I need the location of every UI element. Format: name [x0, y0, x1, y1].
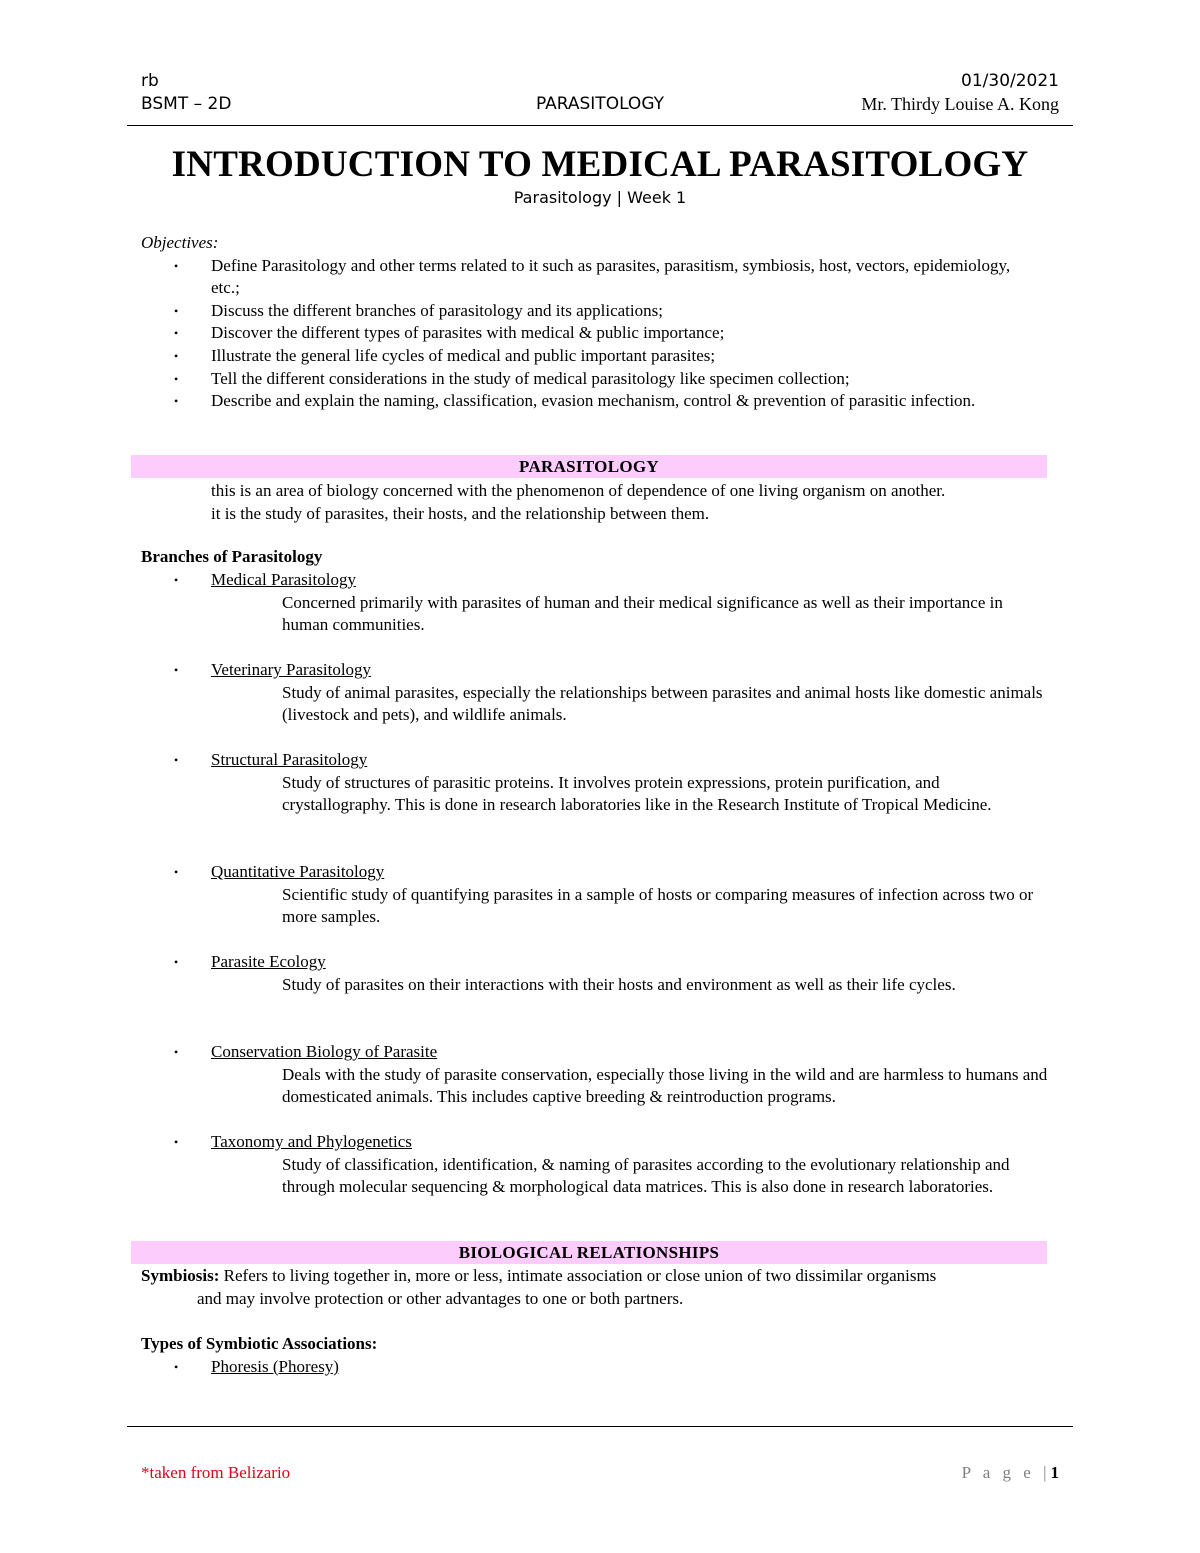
footer-source: *taken from Belizario: [141, 1463, 291, 1482]
header-subject: PARASITOLOGY: [535, 94, 665, 114]
branch-desc: Study of animal parasites, especially the relationships between parasites and animal hosts like domestic animals (livestock and pets), and wildlife animals.: [282, 682, 1043, 725]
bullet-icon: •: [174, 1045, 179, 1059]
bullet-icon: •: [174, 663, 179, 677]
branch-structural: [141, 749, 1071, 817]
branch-desc: Scientific study of quantifying parasites in a sample of hosts or comparing measures of infection across two or more samples.: [282, 884, 1034, 927]
branch-name: Quantitative Parasitology: [211, 862, 385, 881]
section-heading-biological-relationships: BIOLOGICAL RELATIONSHIPS: [131, 1241, 1047, 1264]
page-number: P a g e |1: [961, 1463, 1059, 1482]
bullet-icon: •: [174, 348, 179, 363]
bullet-icon: •: [174, 573, 179, 587]
branch-name: Structural Parasitology: [211, 750, 368, 769]
bullet-icon: •: [174, 258, 179, 273]
branch-name: Taxonomy and Phylogenetics: [211, 1132, 412, 1151]
header-section: BSMT – 2D: [141, 94, 232, 114]
symbiosis-definition: [141, 1265, 1071, 1310]
types-heading: Types of Symbiotic Associations:: [141, 1334, 378, 1353]
bullet-icon: •: [174, 394, 179, 409]
objective-item: • Define Parasitology and other terms related to it such as parasites, parasitism, symbiosis, host, vectors, epidemiology, etc.;: [174, 255, 1011, 298]
branch-quantitative: [141, 861, 1071, 929]
bullet-icon: •: [174, 371, 179, 386]
header-instructor: Mr. Thirdy Louise A. Kong: [861, 94, 1059, 114]
branch-desc: Concerned primarily with parasites of human and their medical significance as well as their importance in human communities.: [282, 592, 1003, 635]
footer-divider: [127, 1426, 1073, 1427]
symbiosis-text-continued: and may involve protection or other advantages to one or both partners.: [197, 1288, 684, 1308]
objectives-label: Objectives:: [141, 233, 219, 252]
objective-item: • Describe and explain the naming, classification, evasion mechanism, control & prevention of parasitic infection.: [141, 390, 1041, 413]
objective-item: • Discuss the different branches of parasitology and its applications;: [141, 300, 1041, 323]
branch-ecology: [141, 951, 1071, 996]
bullet-icon: •: [174, 1360, 179, 1374]
page-title: INTRODUCTION TO MEDICAL PARASITOLOGY: [171, 144, 1029, 185]
branch-taxonomy: [141, 1131, 1071, 1199]
branch-medical: [141, 569, 1071, 637]
bullet-icon: •: [174, 753, 179, 767]
objectives: [141, 232, 1041, 413]
header-initials: rb: [141, 71, 159, 91]
branches-heading: Branches of Parasitology: [141, 547, 323, 566]
parasitology-text-2: it is the study of parasites, their hosts, and the relationship between them.: [211, 503, 710, 523]
branch-desc: Deals with the study of parasite conservation, especially those living in the wild and are harmless to humans and domesticated animals. This includes captive breeding & reintroduction programs.: [282, 1064, 1048, 1107]
objective-item: • Illustrate the general life cycles of medical and public important parasites;: [141, 345, 1041, 368]
branch-conservation: [141, 1041, 1071, 1109]
branch-name: Veterinary Parasitology: [211, 660, 372, 679]
parasitology-text-1: this is an area of biology concerned with the phenomenon of dependence of one living organism on another.: [211, 481, 946, 500]
branch-name: Conservation Biology of Parasite: [211, 1042, 438, 1061]
symbiosis-text: Refers to living together in, more or less, intimate association or close union of two dissimilar organisms: [223, 1266, 937, 1285]
bullet-icon: •: [174, 1135, 179, 1149]
bullet-icon: •: [174, 303, 179, 318]
section-heading-parasitology: PARASITOLOGY: [131, 455, 1047, 478]
bullet-icon: •: [174, 955, 179, 969]
branch-name: Medical Parasitology: [211, 570, 356, 589]
page-number-value: 1: [1050, 1463, 1059, 1482]
page-subtitle: Parasitology | Week 1: [513, 188, 687, 207]
branch-name: Parasite Ecology: [211, 952, 326, 971]
objective-item: • Tell the different considerations in the study of medical parasitology like specimen collection;: [141, 368, 1041, 391]
parasitology-definition: [211, 480, 1091, 525]
branch-desc: Study of parasites on their interactions with their hosts and environment as well as their life cycles.: [282, 974, 956, 994]
header-divider: [127, 125, 1073, 126]
bullet-icon: •: [174, 865, 179, 879]
symbiosis-term: Symbiosis:: [141, 1266, 220, 1285]
header-date: 01/30/2021: [961, 71, 1059, 91]
symbiotic-type-name: Phoresis (Phoresy): [211, 1357, 339, 1376]
symbiotic-type-item: [141, 1356, 1071, 1379]
objective-item: • Discover the different types of parasites with medical & public importance;: [141, 322, 1041, 345]
branch-desc: Study of structures of parasitic proteins. It involves protein expressions, protein purification, and crystallography. This is done in research laboratories like in the Research Institute of Tropical Medicine.: [282, 772, 992, 815]
branch-desc: Study of classification, identification, & naming of parasites according to the evolutionary relationship and through molecular sequencing & morphological data matrices. This is also done in research laboratories.: [282, 1154, 1010, 1197]
bullet-icon: •: [174, 326, 179, 341]
branch-veterinary: [141, 659, 1071, 727]
page-label: P a g e: [961, 1463, 1035, 1482]
